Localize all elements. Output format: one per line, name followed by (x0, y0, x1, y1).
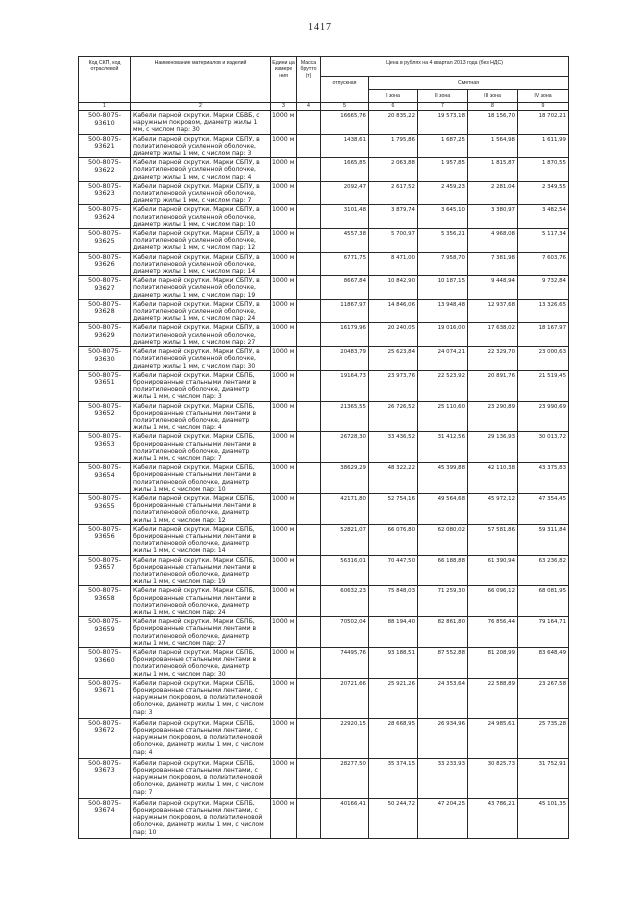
header-mass: Масса брутто (т) (297, 57, 321, 103)
item-unit: 1000 м (271, 111, 297, 135)
item-unit: 1000 м (271, 276, 297, 300)
item-description: Кабели парной скрутки. Марки СБПУ, в полиэтиленовой усиленной оболочке, диаметр жилы 1 мм, с числом пар: 19 (131, 276, 271, 300)
price-zone-1: 52 754,16 (369, 493, 418, 524)
table-row (79, 586, 569, 617)
item-description: Кабели парной скрутки. Марки СБПУ, в полиэтиленовой усиленной оболочке, диаметр жилы 1 мм, с числом пар: 3 (131, 134, 271, 158)
price-zone-1: 35 374,15 (369, 758, 418, 798)
item-description: Кабели парной скрутки. Марки СБПБ, бронированные стальными лентами в полиэтиленовой оболочке, диаметр жилы 1 мм, с числом пар: 30 (131, 648, 271, 679)
page-number: 1417 (308, 22, 332, 33)
price-zone-2: 45 399,88 (418, 463, 468, 494)
item-unit: 1000 м (271, 347, 297, 371)
price-release: 56316,01 (321, 555, 369, 586)
item-code: 500-8075-93659 (79, 617, 131, 648)
item-mass (297, 758, 321, 798)
price-release: 4557,38 (321, 229, 369, 253)
price-zone-1: 50 244,72 (369, 798, 418, 838)
price-zone-1: 93 188,51 (369, 648, 418, 679)
item-description: Кабели парной скрутки. Марки СБПБ, бронированные стальными лентами в полиэтиленовой оболочке, диаметр жилы 1 мм, с числом пар: 10 (131, 463, 271, 494)
item-mass (297, 524, 321, 555)
price-zone-3: 30 825,73 (468, 758, 518, 798)
column-number: 8 (468, 103, 518, 111)
price-zone-1: 26 726,52 (369, 401, 418, 432)
price-zone-3: 81 208,99 (468, 648, 518, 679)
column-number: 6 (369, 103, 418, 111)
header-zone-1: I зона (369, 90, 418, 103)
item-unit: 1000 м (271, 586, 297, 617)
table-row (79, 299, 569, 323)
price-zone-2: 10 187,15 (418, 276, 468, 300)
item-mass (297, 276, 321, 300)
header-price: Цена в рублях на 4 квартал 2013 года (без НДС) (321, 57, 569, 77)
item-code: 500-8075-93658 (79, 586, 131, 617)
item-description: Кабели парной скрутки. Марки СБПБ, бронированные стальными лентами в полиэтиленовой оболочке, диаметр жилы 1 мм, с числом пар: 19 (131, 555, 271, 586)
price-zone-4: 25 735,28 (518, 718, 569, 758)
item-description: Кабели парной скрутки. Марки СБПБ, бронированные стальными лентами в полиэтиленовой оболочке, диаметр жилы 1 мм, с числом пар: 27 (131, 617, 271, 648)
price-zone-3: 43 786,21 (468, 798, 518, 838)
table-row (79, 181, 569, 205)
price-zone-4: 23 267,58 (518, 678, 569, 718)
price-zone-4: 23 000,63 (518, 347, 569, 371)
price-zone-4: 63 236,82 (518, 555, 569, 586)
item-mass (297, 432, 321, 463)
price-release: 40166,41 (321, 798, 369, 838)
price-zone-4: 3 482,54 (518, 205, 569, 229)
item-code: 500-8075-93627 (79, 276, 131, 300)
item-description: Кабели парной скрутки. Марки СБПБ, бронированные стальными лентами в полиэтиленовой оболочке, диаметр жилы 1 мм, с числом пар: 24 (131, 586, 271, 617)
table-row (79, 134, 569, 158)
price-release: 26728,30 (321, 432, 369, 463)
price-release: 20721,66 (321, 678, 369, 718)
price-zone-1: 66 076,80 (369, 524, 418, 555)
price-zone-1: 2 617,52 (369, 181, 418, 205)
item-mass (297, 134, 321, 158)
item-mass (297, 158, 321, 182)
table-row (79, 524, 569, 555)
item-mass (297, 463, 321, 494)
table-row (79, 798, 569, 838)
price-zone-4: 43 375,83 (518, 463, 569, 494)
price-zone-4: 30 013,72 (518, 432, 569, 463)
price-zone-1: 48 322,22 (369, 463, 418, 494)
price-zone-2: 19 016,00 (418, 323, 468, 347)
item-description: Кабели парной скрутки. Марки СБПБ, бронированные стальными лентами, с наружным покровом, в полиэтиленовой оболочке, диаметр жилы 1 мм, с числом пар: 4 (131, 718, 271, 758)
price-zone-3: 57 581,86 (468, 524, 518, 555)
item-unit: 1000 м (271, 718, 297, 758)
item-unit: 1000 м (271, 370, 297, 401)
item-code: 500-8075-93622 (79, 158, 131, 182)
item-description: Кабели парной скрутки. Марки СБПБ, бронированные стальными лентами в полиэтиленовой оболочке, диаметр жилы 1 мм, с числом пар: 14 (131, 524, 271, 555)
table-row (79, 493, 569, 524)
item-code: 500-8075-93630 (79, 347, 131, 371)
header-code: Код СКП, код отраслевой (79, 57, 131, 103)
price-zone-1: 2 063,88 (369, 158, 418, 182)
header-release: отпускная (321, 77, 369, 103)
item-unit: 1000 м (271, 401, 297, 432)
item-code: 500-8075-93655 (79, 493, 131, 524)
column-number: 2 (131, 103, 271, 111)
column-number: 7 (418, 103, 468, 111)
item-description: Кабели парной скрутки. Марки СБПУ, в полиэтиленовой усиленной оболочке, диаметр жилы 1 мм, с числом пар: 4 (131, 158, 271, 182)
price-zone-2: 31 412,56 (418, 432, 468, 463)
price-zone-1: 5 700,97 (369, 229, 418, 253)
item-mass (297, 205, 321, 229)
item-code: 500-8075-93673 (79, 758, 131, 798)
price-release: 28277,50 (321, 758, 369, 798)
item-code: 500-8075-93660 (79, 648, 131, 679)
price-zone-4: 45 101,35 (518, 798, 569, 838)
header-name: Наименование материалов и изделий (131, 57, 271, 103)
item-code: 500-8075-93656 (79, 524, 131, 555)
table-row (79, 205, 569, 229)
item-code: 500-8075-93672 (79, 718, 131, 758)
column-number: 5 (321, 103, 369, 111)
price-zone-3: 17 638,02 (468, 323, 518, 347)
price-release: 52821,07 (321, 524, 369, 555)
item-unit: 1000 м (271, 798, 297, 838)
price-zone-4: 83 648,49 (518, 648, 569, 679)
item-mass (297, 798, 321, 838)
column-number-row (79, 103, 569, 111)
item-mass (297, 181, 321, 205)
price-zone-1: 8 471,00 (369, 252, 418, 276)
price-zone-4: 9 732,84 (518, 276, 569, 300)
price-zone-2: 2 459,23 (418, 181, 468, 205)
price-zone-4: 59 311,84 (518, 524, 569, 555)
price-zone-4: 79 164,71 (518, 617, 569, 648)
price-zone-2: 82 861,80 (418, 617, 468, 648)
item-description: Кабели парной скрутки. Марки СБПУ, в полиэтиленовой усиленной оболочке, диаметр жилы 1 мм, с числом пар: 30 (131, 347, 271, 371)
item-description: Кабели парной скрутки. Марки СБПБ, бронированные стальными лентами, с наружным покровом, в полиэтиленовой оболочке, диаметр жилы 1 мм, с числом пар: 3 (131, 678, 271, 718)
item-mass (297, 323, 321, 347)
item-mass (297, 586, 321, 617)
price-release: 20483,79 (321, 347, 369, 371)
item-description: Кабели парной скрутки. Марки СБВБ, с наружным покровом, диаметр жилы 1 мм, с числом пар: 30 (131, 111, 271, 135)
item-unit: 1000 м (271, 229, 297, 253)
price-zone-3: 3 380,97 (468, 205, 518, 229)
item-description: Кабели парной скрутки. Марки СБПУ, в полиэтиленовой усиленной оболочке, диаметр жилы 1 мм, с числом пар: 14 (131, 252, 271, 276)
item-mass (297, 493, 321, 524)
price-release: 19164,73 (321, 370, 369, 401)
item-unit: 1000 м (271, 524, 297, 555)
item-unit: 1000 м (271, 463, 297, 494)
item-unit: 1000 м (271, 648, 297, 679)
price-table (78, 56, 569, 839)
item-code: 500-8075-93621 (79, 134, 131, 158)
price-zone-2: 71 259,30 (418, 586, 468, 617)
price-release: 21365,55 (321, 401, 369, 432)
price-zone-1: 14 846,06 (369, 299, 418, 323)
price-zone-4: 2 349,55 (518, 181, 569, 205)
price-zone-3: 1 815,87 (468, 158, 518, 182)
price-zone-3: 66 096,12 (468, 586, 518, 617)
header-zone-4: IV зона (518, 90, 569, 103)
table-row (79, 276, 569, 300)
item-unit: 1000 м (271, 205, 297, 229)
table-row (79, 555, 569, 586)
price-zone-2: 33 233,93 (418, 758, 468, 798)
price-zone-4: 5 117,34 (518, 229, 569, 253)
price-release: 16179,96 (321, 323, 369, 347)
price-release: 8667,84 (321, 276, 369, 300)
price-zone-4: 21 519,45 (518, 370, 569, 401)
item-mass (297, 718, 321, 758)
price-zone-2: 26 934,96 (418, 718, 468, 758)
price-zone-3: 24 985,61 (468, 718, 518, 758)
item-code: 500-8075-93624 (79, 205, 131, 229)
item-description: Кабели парной скрутки. Марки СБПБ, бронированные стальными лентами, с наружным покровом, в полиэтиленовой оболочке, диаметр жилы 1 мм, с числом пар: 7 (131, 758, 271, 798)
item-code: 500-8075-93625 (79, 229, 131, 253)
price-zone-1: 1 795,86 (369, 134, 418, 158)
item-code: 500-8075-93654 (79, 463, 131, 494)
price-zone-4: 18 702,21 (518, 111, 569, 135)
header-estimate: Сметная (369, 77, 569, 90)
item-code: 500-8075-93674 (79, 798, 131, 838)
item-mass (297, 252, 321, 276)
item-unit: 1000 м (271, 432, 297, 463)
price-table-body (79, 111, 569, 839)
price-zone-3: 1 564,98 (468, 134, 518, 158)
table-row (79, 678, 569, 718)
table-row (79, 758, 569, 798)
price-zone-2: 7 958,70 (418, 252, 468, 276)
table-row (79, 648, 569, 679)
price-zone-1: 88 194,40 (369, 617, 418, 648)
item-description: Кабели парной скрутки. Марки СБПУ, в полиэтиленовой усиленной оболочке, диаметр жилы 1 мм, с числом пар: 24 (131, 299, 271, 323)
header-unit: Едини ца измере ния (271, 57, 297, 103)
price-zone-3: 22 588,89 (468, 678, 518, 718)
item-description: Кабели парной скрутки. Марки СБПУ, в полиэтиленовой усиленной оболочке, диаметр жилы 1 мм, с числом пар: 27 (131, 323, 271, 347)
price-zone-4: 7 603,76 (518, 252, 569, 276)
price-zone-2: 62 080,02 (418, 524, 468, 555)
item-description: Кабели парной скрутки. Марки СБПБ, бронированные стальными лентами в полиэтиленовой оболочке, диаметр жилы 1 мм, с числом пар: 12 (131, 493, 271, 524)
price-zone-1: 70 447,50 (369, 555, 418, 586)
item-mass (297, 370, 321, 401)
item-code: 500-8075-93657 (79, 555, 131, 586)
price-zone-2: 47 204,25 (418, 798, 468, 838)
price-zone-2: 19 573,18 (418, 111, 468, 135)
price-zone-2: 13 948,48 (418, 299, 468, 323)
price-release: 1438,61 (321, 134, 369, 158)
price-release: 38629,29 (321, 463, 369, 494)
item-code: 500-8075-93628 (79, 299, 131, 323)
column-number: 4 (297, 103, 321, 111)
item-description: Кабели парной скрутки. Марки СБПУ, в полиэтиленовой усиленной оболочке, диаметр жилы 1 мм, с числом пар: 7 (131, 181, 271, 205)
table-row (79, 111, 569, 135)
item-code: 500-8075-93671 (79, 678, 131, 718)
price-zone-4: 47 354,45 (518, 493, 569, 524)
price-zone-2: 25 110,60 (418, 401, 468, 432)
table-row (79, 718, 569, 758)
item-mass (297, 648, 321, 679)
price-release: 74495,76 (321, 648, 369, 679)
price-zone-4: 13 326,65 (518, 299, 569, 323)
item-description: Кабели парной скрутки. Марки СБПБ, бронированные стальными лентами в полиэтиленовой оболочке, диаметр жилы 1 мм, с числом пар: 4 (131, 401, 271, 432)
price-zone-3: 7 381,98 (468, 252, 518, 276)
item-code: 500-8075-93629 (79, 323, 131, 347)
price-zone-3: 9 448,94 (468, 276, 518, 300)
price-list-sheet (78, 56, 569, 839)
table-row (79, 323, 569, 347)
item-mass (297, 347, 321, 371)
item-unit: 1000 м (271, 134, 297, 158)
price-release: 70502,04 (321, 617, 369, 648)
price-zone-2: 24 353,64 (418, 678, 468, 718)
price-zone-1: 3 879,74 (369, 205, 418, 229)
item-code: 500-8075-93652 (79, 401, 131, 432)
price-zone-4: 1 611,99 (518, 134, 569, 158)
price-zone-3: 23 290,89 (468, 401, 518, 432)
price-zone-1: 75 848,03 (369, 586, 418, 617)
item-unit: 1000 м (271, 252, 297, 276)
price-zone-2: 1 957,85 (418, 158, 468, 182)
item-unit: 1000 м (271, 555, 297, 586)
table-row (79, 370, 569, 401)
item-code: 500-8075-93651 (79, 370, 131, 401)
item-mass (297, 555, 321, 586)
price-zone-2: 24 074,21 (418, 347, 468, 371)
item-description: Кабели парной скрутки. Марки СБПБ, бронированные стальными лентами в полиэтиленовой оболочке, диаметр жилы 1 мм, с числом пар: 7 (131, 432, 271, 463)
price-zone-4: 23 990,69 (518, 401, 569, 432)
item-unit: 1000 м (271, 493, 297, 524)
price-zone-1: 23 973,76 (369, 370, 418, 401)
price-zone-2: 1 687,25 (418, 134, 468, 158)
item-description: Кабели парной скрутки. Марки СБПБ, бронированные стальными лентами в полиэтиленовой оболочке, диаметр жилы 1 мм, с числом пар: 3 (131, 370, 271, 401)
table-row (79, 401, 569, 432)
item-code: 500-8075-93626 (79, 252, 131, 276)
item-mass (297, 111, 321, 135)
item-code: 500-8075-93610 (79, 111, 131, 135)
price-zone-4: 31 752,91 (518, 758, 569, 798)
price-zone-1: 25 921,26 (369, 678, 418, 718)
item-description: Кабели парной скрутки. Марки СБПБ, бронированные стальными лентами, с наружным покровом, в полиэтиленовой оболочке, диаметр жилы 1 мм, с числом пар: 10 (131, 798, 271, 838)
price-zone-2: 3 645,10 (418, 205, 468, 229)
table-row (79, 347, 569, 371)
table-row (79, 229, 569, 253)
price-release: 16665,76 (321, 111, 369, 135)
price-release: 1665,85 (321, 158, 369, 182)
table-row (79, 252, 569, 276)
table-row (79, 617, 569, 648)
price-zone-2: 49 564,68 (418, 493, 468, 524)
price-zone-2: 22 523,92 (418, 370, 468, 401)
item-mass (297, 401, 321, 432)
item-unit: 1000 м (271, 158, 297, 182)
item-unit: 1000 м (271, 758, 297, 798)
item-code: 500-8075-93653 (79, 432, 131, 463)
item-unit: 1000 м (271, 181, 297, 205)
price-zone-3: 76 856,44 (468, 617, 518, 648)
column-number: 1 (79, 103, 131, 111)
price-release: 2092,47 (321, 181, 369, 205)
price-zone-1: 20 835,22 (369, 111, 418, 135)
price-zone-4: 68 081,95 (518, 586, 569, 617)
price-zone-3: 45 972,12 (468, 493, 518, 524)
price-release: 11867,97 (321, 299, 369, 323)
price-release: 42171,80 (321, 493, 369, 524)
price-zone-1: 33 436,52 (369, 432, 418, 463)
item-unit: 1000 м (271, 617, 297, 648)
table-row (79, 432, 569, 463)
item-mass (297, 617, 321, 648)
price-zone-3: 61 390,94 (468, 555, 518, 586)
price-zone-3: 4 968,08 (468, 229, 518, 253)
column-number: 9 (518, 103, 569, 111)
item-description: Кабели парной скрутки. Марки СБПУ, в полиэтиленовой усиленной оболочке, диаметр жилы 1 мм, с числом пар: 10 (131, 205, 271, 229)
price-release: 60632,23 (321, 586, 369, 617)
price-zone-1: 25 623,84 (369, 347, 418, 371)
item-description: Кабели парной скрутки. Марки СБПУ, в полиэтиленовой усиленной оболочке, диаметр жилы 1 мм, с числом пар: 12 (131, 229, 271, 253)
price-zone-3: 2 281,04 (468, 181, 518, 205)
price-zone-1: 28 668,95 (369, 718, 418, 758)
price-zone-4: 1 870,55 (518, 158, 569, 182)
price-zone-3: 22 329,70 (468, 347, 518, 371)
price-zone-3: 20 891,76 (468, 370, 518, 401)
price-zone-2: 5 356,21 (418, 229, 468, 253)
column-number: 3 (271, 103, 297, 111)
item-mass (297, 299, 321, 323)
price-zone-3: 29 136,93 (468, 432, 518, 463)
header-zone-3: III зона (468, 90, 518, 103)
price-zone-3: 18 156,70 (468, 111, 518, 135)
price-zone-1: 10 842,90 (369, 276, 418, 300)
price-release: 3101,48 (321, 205, 369, 229)
price-release: 6771,75 (321, 252, 369, 276)
header-zone-2: II зона (418, 90, 468, 103)
price-zone-3: 12 937,68 (468, 299, 518, 323)
item-unit: 1000 м (271, 678, 297, 718)
price-zone-1: 20 240,05 (369, 323, 418, 347)
price-release: 22920,15 (321, 718, 369, 758)
price-zone-2: 87 552,88 (418, 648, 468, 679)
table-row (79, 463, 569, 494)
item-mass (297, 229, 321, 253)
price-zone-3: 42 110,38 (468, 463, 518, 494)
price-zone-4: 18 167,97 (518, 323, 569, 347)
price-zone-2: 66 188,88 (418, 555, 468, 586)
item-code: 500-8075-93623 (79, 181, 131, 205)
item-unit: 1000 м (271, 299, 297, 323)
table-row (79, 158, 569, 182)
item-unit: 1000 м (271, 323, 297, 347)
item-mass (297, 678, 321, 718)
